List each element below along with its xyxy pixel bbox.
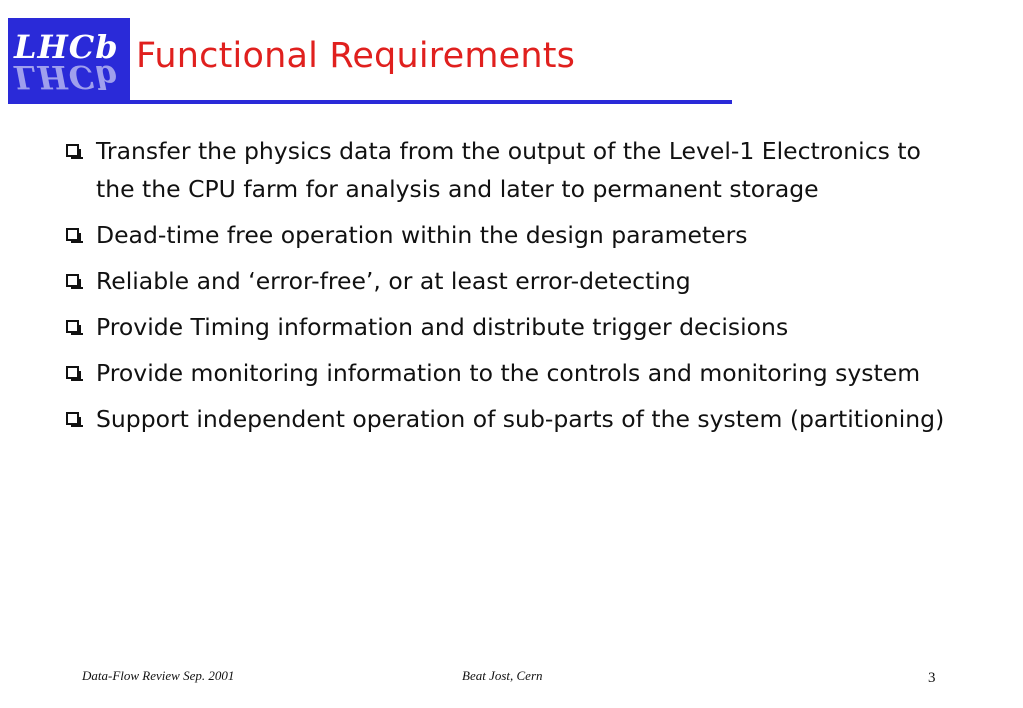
bullet-text: Transfer the physics data from the output of the Level-1 Electronics to the the CPU farm for analysis and later to permanent storage [96,137,921,203]
checkbox-bullet-icon [66,412,79,425]
checkbox-bullet-icon [66,366,79,379]
bullet-item [62,262,962,300]
bullet-item [62,308,962,346]
logo-reflection: LHCb [14,58,119,96]
checkbox-bullet-icon [66,228,79,241]
checkbox-bullet-icon [66,274,79,287]
checkbox-bullet-icon [66,144,79,157]
bullet-text: Reliable and ‘error-free’, or at least error-detecting [96,267,691,295]
slide-title: Functional Requirements [136,36,576,76]
bullet-text: Dead-time free operation within the design parameters [96,221,748,249]
bullet-item [62,132,962,208]
footer-author: Beat Jost, Cern [462,668,543,683]
bullet-item [62,400,962,438]
bullet-item [62,354,962,392]
bullet-text: Provide Timing information and distribute trigger decisions [96,313,789,341]
bullet-list [62,132,962,446]
page-number: 3 [928,670,936,686]
footer-event: Data-Flow Review Sep. 2001 [82,668,235,683]
logo-text: LHCb [14,28,119,66]
lhcb-logo [8,18,130,104]
bullet-item [62,216,962,254]
title-underline [130,100,732,104]
bullet-text: Support independent operation of sub-parts of the system (partitioning) [96,405,945,433]
checkbox-bullet-icon [66,320,79,333]
bullet-text: Provide monitoring information to the controls and monitoring system [96,359,921,387]
